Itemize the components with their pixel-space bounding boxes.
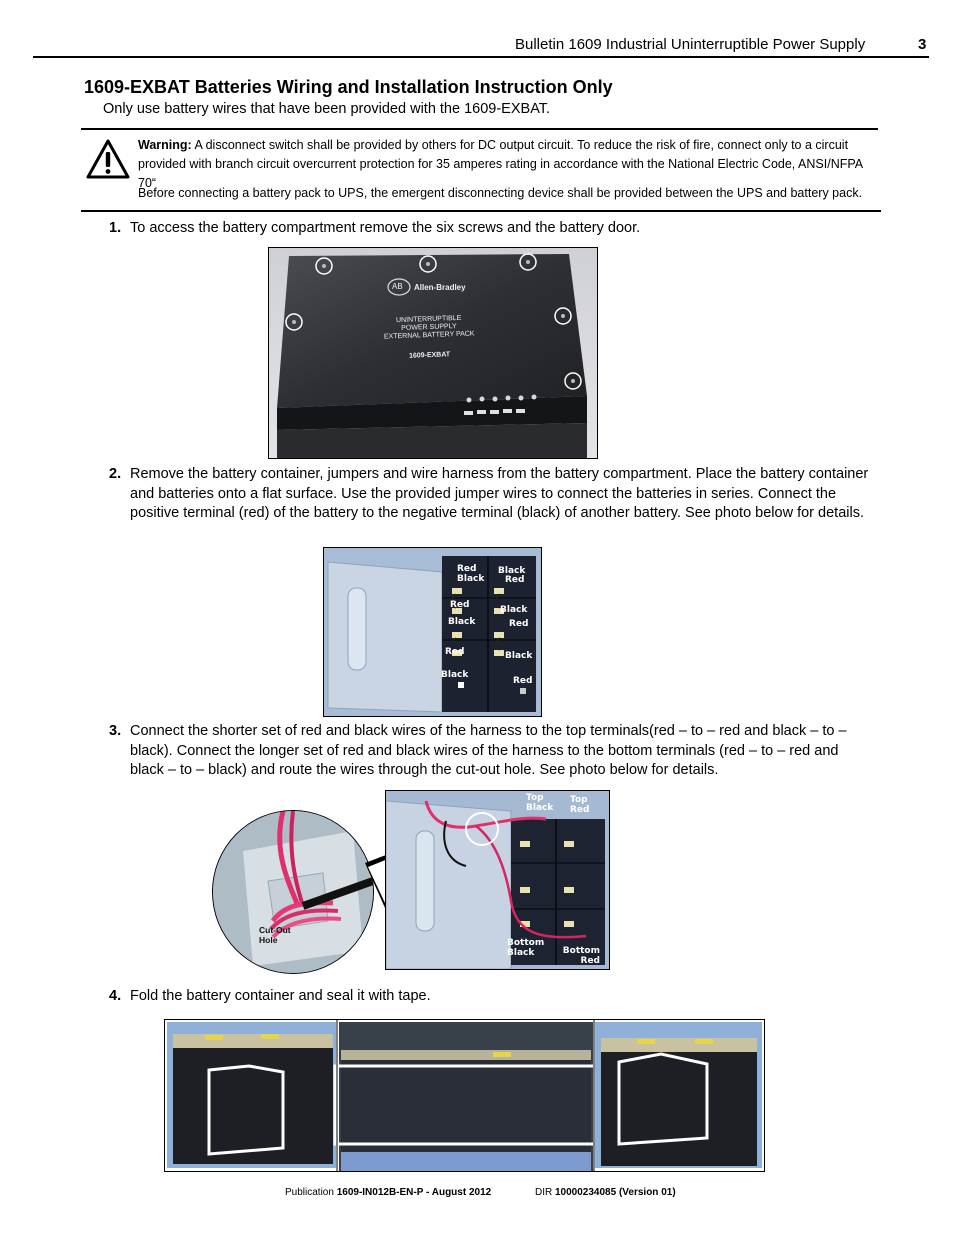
- pack-label-line-1: UNINTERRUPTIBLE: [395, 314, 462, 325]
- terminal-label: Red: [505, 575, 525, 585]
- header-rule: [33, 56, 929, 58]
- terminal-label: Black: [500, 605, 528, 615]
- terminal-label: Red: [513, 676, 533, 686]
- brand-name: Allen-Bradley: [414, 283, 466, 292]
- taped-container-photo: [164, 1019, 765, 1172]
- step-1-number: 1.: [109, 220, 122, 236]
- cut-out-hole-label: Cut-Out Hole: [259, 925, 291, 945]
- terminal-label: Red: [457, 564, 477, 574]
- terminal-label: Black: [505, 651, 533, 661]
- warning-text-1: A disconnect switch shall be provided by others for DC output circuit. To reduce the risk of fire, connect only to a circuit provided with branch circuit overcurrent protection for 35 amperes rating in accordance with the National Electric Code, ANSI/NFPA 70“: [138, 138, 863, 190]
- warning-top-rule: [81, 128, 878, 130]
- terminal-label: Black: [448, 617, 476, 627]
- batteries-series-photo: [323, 547, 542, 717]
- pack-label-line-2: POWER SUPPLY: [401, 323, 457, 332]
- warning-bottom-rule: [81, 210, 881, 212]
- dir-info: [535, 1187, 676, 1198]
- terminal-label: Black: [498, 566, 526, 576]
- step-2-number: 2.: [109, 466, 122, 482]
- bottom-red-label: Bottom Red: [562, 946, 600, 966]
- warning-paragraph-2: Before connecting a battery pack to UPS, the emergent disconnecting device shall be provided between the UPS and battery pack.: [138, 186, 863, 200]
- warning-label: Warning:: [138, 138, 192, 152]
- terminal-label: Red: [445, 647, 465, 657]
- battery-door-photo: [268, 247, 598, 459]
- step-4-text: Fold the battery container and seal it with tape.: [130, 988, 431, 1004]
- harness-photo: [385, 790, 610, 970]
- terminal-label: Red: [509, 619, 529, 629]
- publication-info: [285, 1187, 491, 1198]
- step-2-text: Remove the battery container, jumpers and wire harness from the battery compartment. Place the battery container and batteries onto a flat surface. Use the provided jumper wires to connect the batteries in series. Connect the positive terminal (red) of the battery to the negative terminal (black) of another battery. See photo below for details.: [130, 466, 869, 521]
- step-1-text: To access the battery compartment remove the six screws and the battery door.: [130, 220, 641, 236]
- dir-id: 10000234085 (Version 01): [555, 1187, 676, 1198]
- ab-logo: AB: [392, 282, 403, 291]
- publication-id: 1609-IN012B-EN-P - August 2012: [336, 1187, 492, 1198]
- section-intro: Only use battery wires that have been provided with the 1609-EXBAT.: [103, 101, 551, 117]
- step-3-number: 3.: [109, 723, 122, 739]
- warning-icon: [86, 139, 130, 179]
- pack-model: 1609-EXBAT: [408, 351, 451, 360]
- page-number: 3: [918, 36, 927, 53]
- top-black-label: Top Black: [526, 793, 554, 813]
- pack-label: [374, 314, 485, 342]
- terminal-label: Black: [441, 670, 469, 680]
- section-title: 1609-EXBAT Batteries Wiring and Installation Instruction Only: [84, 77, 613, 97]
- top-red-label: Top Red: [570, 795, 590, 815]
- step-3-text: Connect the shorter set of red and black wires of the harness to the top terminals(red – to – red and black – to – black). Connect the longer set of red and black wires of the harness to the bottom terminals (red – to – red and black – to – black) and route the wires through the cut-out hole. See photo below for details.: [130, 723, 847, 778]
- dir-prefix: DIR: [535, 1187, 555, 1198]
- terminal-label: Red: [450, 600, 470, 610]
- step-4-number: 4.: [109, 988, 122, 1004]
- terminal-label: Black: [457, 574, 485, 584]
- running-header: Bulletin 1609 Industrial Uninterruptible Power Supply: [515, 36, 866, 53]
- bottom-black-label: Bottom Black: [507, 938, 545, 958]
- publication-prefix: Publication: [285, 1187, 337, 1198]
- pack-label-line-3: EXTERNAL BATTERY PACK: [383, 330, 475, 341]
